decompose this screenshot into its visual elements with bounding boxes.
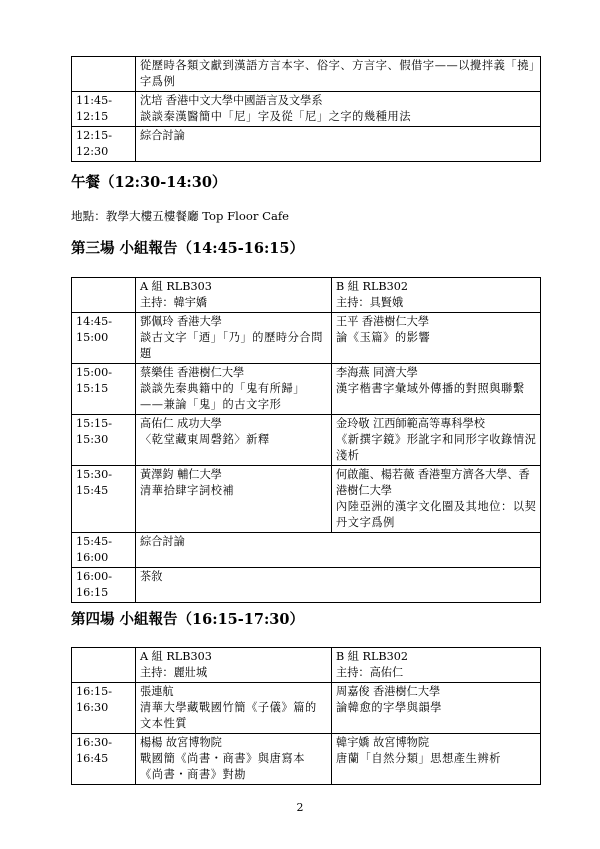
group-a-header (136, 648, 332, 683)
speaker: 蔡樂佳 香港樹仁大學 (140, 366, 245, 379)
talk-cell (136, 57, 541, 92)
morning-schedule-table (71, 56, 541, 162)
time-cell: 15:15-15:30 (72, 415, 136, 466)
discussion-cell: 綜合討論 (136, 127, 541, 162)
time-cell: 11:45-12:15 (72, 92, 136, 127)
time-cell: 15:45-16:00 (72, 533, 136, 568)
talk-title: 清華拾肆字詞校補 (140, 484, 235, 497)
group-a-talk (136, 313, 332, 364)
group-b-talk (332, 466, 541, 533)
talk-title: 論《玉篇》的影響 (336, 331, 431, 344)
group-b-room: B 組 RLB302 (336, 650, 408, 663)
table-row (72, 533, 541, 568)
table-row (72, 415, 541, 466)
session4-heading: 第四場 小組報告（16:15-17:30） (71, 611, 304, 628)
time-cell: 16:00-16:15 (72, 568, 136, 603)
table-header-row (72, 278, 541, 313)
talk-title: 內陸亞洲的漢字文化圈及其地位：以契丹文字爲例 (336, 500, 537, 529)
talk-title: 談談秦漢醫簡中「尼」字及從「尼」之字的幾種用法 (140, 110, 412, 123)
speaker: 王平 香港樹仁大學 (336, 315, 430, 328)
group-b-talk (332, 734, 541, 785)
group-a-room: A 組 RLB303 (140, 650, 212, 663)
group-a-talk (136, 683, 332, 734)
talk-title: 漢字楷書字彙域外傳播的對照與聯繫 (336, 382, 525, 395)
group-a-talk (136, 415, 332, 466)
talk-title: 從歷時各類文獻到漢語方言本字、俗字、方言字、假借字——以攪拌義「撓」字爲例 (140, 59, 536, 88)
group-b-talk (332, 415, 541, 466)
discussion-cell: 綜合討論 (136, 533, 541, 568)
group-b-room: B 組 RLB302 (336, 280, 408, 293)
table-row (72, 466, 541, 533)
group-b-header (332, 648, 541, 683)
table-row (72, 568, 541, 603)
talk-title: 《新撰字鏡》形訛字和同形字收錄情況淺析 (336, 433, 537, 462)
group-b-talk (332, 683, 541, 734)
speaker: 周嘉俊 香港樹仁大學 (336, 685, 441, 698)
speaker: 張連航 (140, 685, 174, 698)
lunch-venue: 地點：教學大樓五樓餐廳 Top Floor Cafe (71, 209, 290, 223)
speaker: 何啟龍、楊若薇 香港聖方濟各大學、香港樹仁大學 (336, 468, 530, 497)
talk-title: 談談先秦典籍中的「鬼有所歸」——兼論「鬼」的古文字形 (140, 382, 306, 411)
talk-title: 〈乾堂藏東周磬銘〉新釋 (140, 433, 270, 446)
group-a-room: A 組 RLB303 (140, 280, 212, 293)
talk-title: 唐蘭「自然分類」思想產生辨析 (336, 752, 502, 765)
session3-heading: 第三場 小組報告（14:45-16:15） (71, 240, 304, 257)
talk-title: 戰國簡《尚書・商書》與唐寫本《尚書・商書》對勘 (140, 752, 306, 781)
time-cell: 14:45-15:00 (72, 313, 136, 364)
time-header-cell (72, 648, 136, 683)
time-cell: 12:15-12:30 (72, 127, 136, 162)
group-b-header (332, 278, 541, 313)
speaker: 韓宇嬌 故宮博物院 (336, 736, 430, 749)
table-row (72, 57, 541, 92)
time-header-cell (72, 278, 136, 313)
table-row (72, 683, 541, 734)
speaker: 鄧佩玲 香港大學 (140, 315, 222, 328)
talk-title: 談古文字「迺」「乃」的歷時分合問題 (140, 331, 324, 360)
talk-title: 論韓愈的字學與韻學 (336, 701, 443, 714)
speaker: 李海燕 同濟大學 (336, 366, 418, 379)
time-cell (72, 57, 136, 92)
speaker: 黃澤鈞 輔仁大學 (140, 468, 222, 481)
group-a-talk (136, 466, 332, 533)
tea-break-cell: 茶敘 (136, 568, 541, 603)
time-cell: 16:15-16:30 (72, 683, 136, 734)
time-cell: 16:30-16:45 (72, 734, 136, 785)
group-a-header (136, 278, 332, 313)
speaker: 金玲敬 江西師範高等專科學校 (336, 417, 485, 430)
session4-table (71, 647, 541, 785)
group-b-talk (332, 364, 541, 415)
group-b-chair: 主持：高佑仁 (336, 666, 404, 679)
session3-table (71, 277, 541, 603)
table-header-row (72, 648, 541, 683)
table-row (72, 734, 541, 785)
talk-title: 清華大學藏戰國竹簡《子儀》篇的文本性質 (140, 701, 317, 730)
group-a-chair: 主持：韓宇嬌 (140, 296, 208, 309)
time-cell: 15:30-15:45 (72, 466, 136, 533)
group-b-talk (332, 313, 541, 364)
group-b-chair: 主持：具賢娥 (336, 296, 404, 309)
table-row (72, 92, 541, 127)
group-a-talk (136, 364, 332, 415)
speaker: 高佑仁 成功大學 (140, 417, 222, 430)
time-cell: 15:00-15:15 (72, 364, 136, 415)
talk-cell (136, 92, 541, 127)
speaker: 沈培 香港中文大學中國語言及文學系 (140, 94, 323, 107)
table-row (72, 364, 541, 415)
table-row (72, 313, 541, 364)
group-a-talk (136, 734, 332, 785)
table-row (72, 127, 541, 162)
speaker: 楊楊 故宮博物院 (140, 736, 222, 749)
group-a-chair: 主持：麗壯城 (140, 666, 208, 679)
lunch-heading: 午餐（12:30-14:30） (71, 174, 227, 191)
page-number: 2 (296, 801, 304, 814)
